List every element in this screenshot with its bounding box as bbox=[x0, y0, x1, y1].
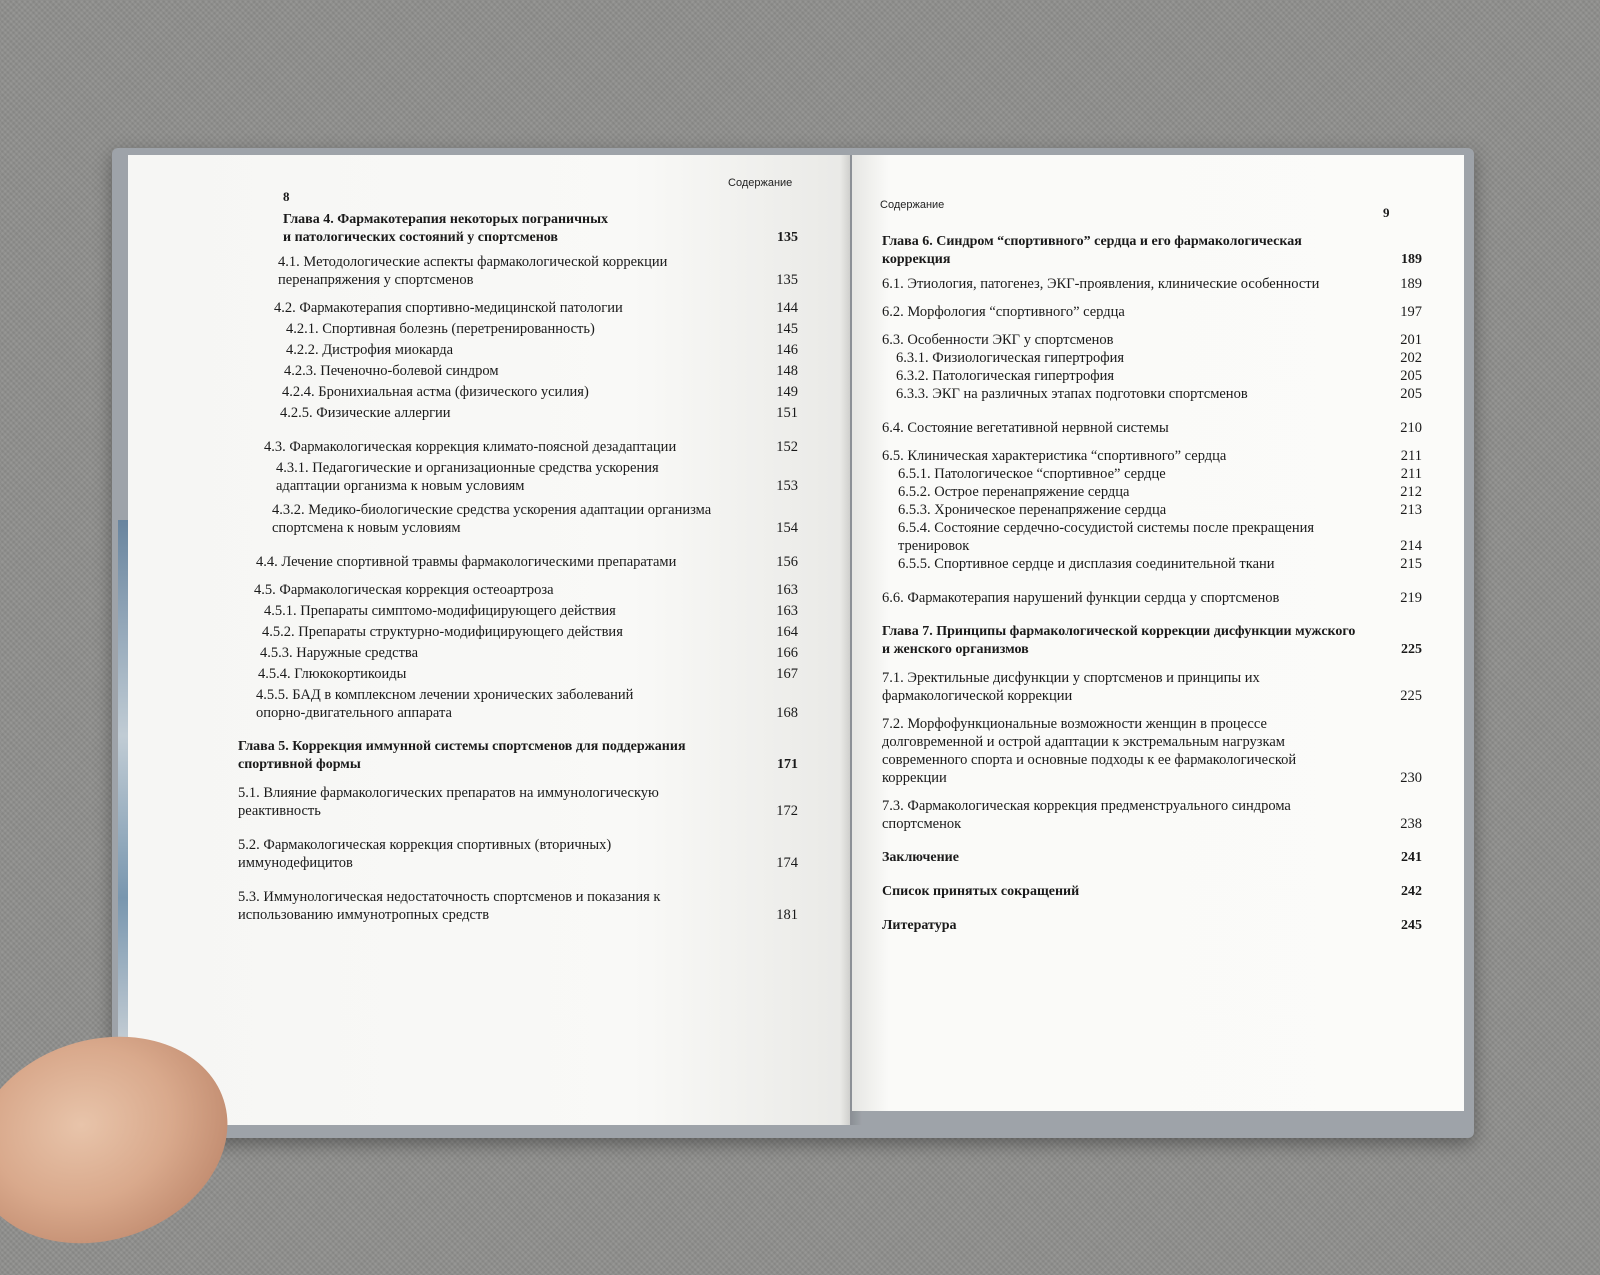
toc-entry[interactable]: 4.4. Лечение спортивной травмы фармакологическими препаратами 156 bbox=[256, 554, 798, 570]
toc-entry[interactable]: 4.2.2. Дистрофия миокарда 146 bbox=[286, 342, 798, 358]
toc-entry[interactable]: Глава 5. Коррекция иммунной системы спортсменов для поддержания спортивной формы 171 bbox=[238, 739, 798, 772]
toc-entry[interactable]: 6.4. Состояние вегетативной нервной системы 210 bbox=[882, 420, 1422, 436]
toc-entry[interactable]: Заключение 241 bbox=[882, 850, 1422, 865]
toc-entry[interactable]: 6.5.1. Патологическое “спортивное” сердце 211 bbox=[898, 466, 1422, 482]
toc-entry[interactable]: 4.5.5. БАД в комплексном лечении хронических заболеваний опорно-двигательного аппарата 168 bbox=[256, 687, 798, 721]
toc-entry[interactable]: 7.2. Морфофункциональные возможности женщин в процессе долговременной и острой адаптации к экстремальным нагрузкам современного спорта и основные подходы к ее фармакологической коррекции 230 bbox=[882, 716, 1422, 786]
toc-entry[interactable]: 6.3.1. Физиологическая гипертрофия 202 bbox=[896, 350, 1422, 366]
page-number: 8 bbox=[283, 189, 290, 204]
toc-entry[interactable]: 6.5.2. Острое перенапряжение сердца 212 bbox=[898, 484, 1422, 500]
toc-entry[interactable]: 6.5.3. Хроническое перенапряжение сердца 213 bbox=[898, 502, 1422, 518]
toc-entry[interactable]: 6.5.5. Спортивное сердце и дисплазия соединительной ткани 215 bbox=[898, 556, 1422, 572]
toc-entry[interactable]: 5.1. Влияние фармакологических препаратов на иммунологическую реактивность 172 bbox=[238, 785, 798, 819]
toc-entry[interactable]: Глава 4. Фармакотерапия некоторых пограничных и патологических состояний у спортсменов 135 bbox=[283, 212, 798, 245]
toc-entry[interactable]: 4.3.2. Медико-биологические средства ускорения адаптации организма спортсмена к новым условиям 154 bbox=[272, 502, 798, 536]
toc-entry[interactable]: 4.5. Фармакологическая коррекция остеоартроза 163 bbox=[254, 582, 798, 598]
toc-entry[interactable]: 5.2. Фармакологическая коррекция спортивных (вторичных) иммунодефицитов 174 bbox=[238, 837, 798, 871]
toc-entry[interactable]: Литература 245 bbox=[882, 918, 1422, 933]
toc-entry[interactable]: 4.3.1. Педагогические и организационные средства ускорения адаптации организма к новым условиям 153 bbox=[276, 460, 798, 494]
toc-entry[interactable]: 6.1. Этиология, патогенез, ЭКГ-проявления, клинические особенности 189 bbox=[882, 276, 1422, 292]
toc-entry[interactable]: 4.2.4. Бронихиальная астма (физического усилия) 149 bbox=[282, 384, 798, 400]
toc-entry[interactable]: Глава 7. Принципы фармакологической коррекции дисфункции мужского и женского организмов 225 bbox=[882, 624, 1422, 657]
toc-entry[interactable]: 7.1. Эректильные дисфункции у спортсменов и принципы их фармакологической коррекции 225 bbox=[882, 670, 1422, 704]
toc-entry[interactable]: 4.5.4. Глюкокортикоиды 167 bbox=[258, 666, 798, 682]
toc-entry[interactable]: 4.2.5. Физические аллергии 151 bbox=[280, 405, 798, 421]
toc-entry[interactable]: 6.6. Фармакотерапия нарушений функции сердца у спортсменов 219 bbox=[882, 590, 1422, 606]
toc-entry[interactable]: 6.3.3. ЭКГ на различных этапах подготовки спортсменов 205 bbox=[896, 386, 1422, 402]
running-header: Содержание bbox=[880, 199, 945, 211]
page-number: 9 bbox=[1383, 205, 1390, 220]
toc-entry[interactable]: Список принятых сокращений 242 bbox=[882, 884, 1422, 899]
toc-entry[interactable]: 7.3. Фармакологическая коррекция предменструального синдрома спортсменок 238 bbox=[882, 798, 1422, 832]
toc-entry[interactable]: Глава 6. Синдром “спортивного” сердца и его фармакологическая коррекция 189 bbox=[882, 234, 1422, 267]
toc-entry[interactable]: 4.5.3. Наружные средства 166 bbox=[260, 645, 798, 661]
toc-entry[interactable]: 4.5.2. Препараты структурно-модифицирующего действия 164 bbox=[262, 624, 798, 640]
running-header: Содержание bbox=[728, 177, 793, 189]
toc-entry[interactable]: 4.1. Методологические аспекты фармакологической коррекции перенапряжения у спортсменов 135 bbox=[278, 254, 798, 288]
right-page bbox=[852, 155, 1464, 1111]
toc-entry[interactable]: 5.3. Иммунологическая недостаточность спортсменов и показания к использованию иммунотропных средств 181 bbox=[238, 889, 798, 923]
toc-entry[interactable]: 6.5.4. Состояние сердечно-сосудистой системы после прекращения тренировок 214 bbox=[898, 520, 1422, 554]
toc-entry[interactable]: 6.3. Особенности ЭКГ у спортсменов 201 bbox=[882, 332, 1422, 348]
toc-entry[interactable]: 4.2.3. Печеночно-болевой синдром 148 bbox=[284, 363, 798, 379]
left-page bbox=[128, 155, 850, 1125]
toc-entry[interactable]: 4.5.1. Препараты симптомо-модифицирующего действия 163 bbox=[264, 603, 798, 619]
toc-entry[interactable]: 6.2. Морфология “спортивного” сердца 197 bbox=[882, 304, 1422, 320]
toc-entry[interactable]: 6.3.2. Патологическая гипертрофия 205 bbox=[896, 368, 1422, 384]
table-of-contents bbox=[882, 233, 1422, 935]
toc-entry[interactable]: 6.5. Клиническая характеристика “спортивного” сердца 211 bbox=[882, 448, 1422, 464]
toc-entry[interactable]: 4.2. Фармакотерапия спортивно-медицинской патологии 144 bbox=[274, 300, 798, 316]
toc-entry[interactable]: 4.3. Фармакологическая коррекция климато-поясной дезадаптации 152 bbox=[264, 439, 798, 455]
toc-entry[interactable]: 4.2.1. Спортивная болезнь (перетренированность) 145 bbox=[286, 321, 798, 337]
table-of-contents bbox=[238, 211, 798, 927]
